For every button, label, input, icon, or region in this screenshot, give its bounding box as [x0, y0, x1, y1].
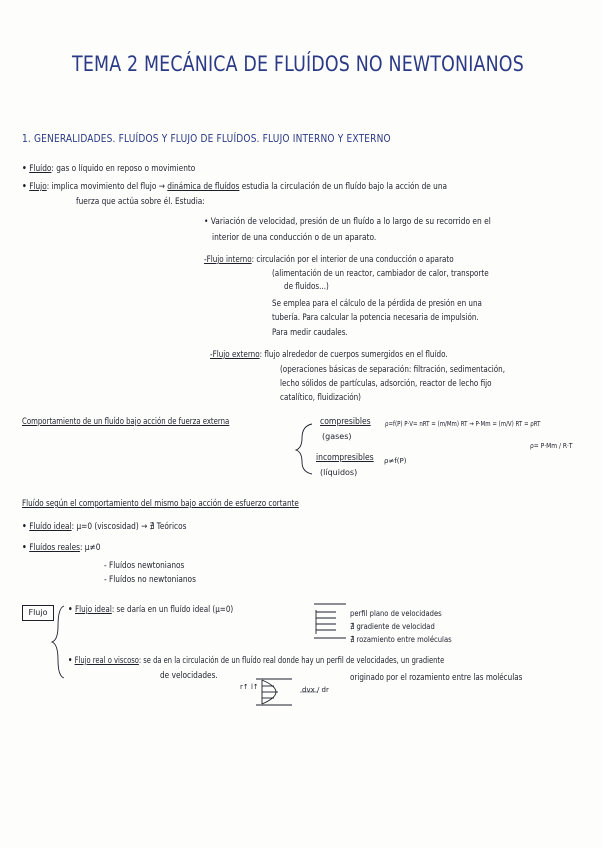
cortante-label: Fluído según el comportamiento del mismo bajo acción de esfuerzo cortante [22, 499, 299, 509]
incompresibles-term: incompresibles [316, 453, 374, 463]
comportamiento-label: Comportamiento de un fluído bajo acción de fuerza externa [22, 417, 230, 427]
flujo-ideal-def: : se daría en un fluído ideal (μ=0) [111, 605, 234, 615]
liquidos-note: (líquidos) [320, 468, 358, 477]
flujo-def-1: : implica movimiento del flujo → [46, 182, 165, 192]
interno-line-4: Se emplea para el cálculo de la pérdida de presión en una [272, 299, 482, 309]
ideal-line: • Fluído ideal: μ=0 (viscosidad) → ∄ Teóricos [22, 522, 187, 532]
reales-line: • Fluídos reales: μ≠0 [22, 543, 101, 553]
parabolic-profile-sketch [256, 679, 292, 705]
page-title: TEMA 2 MECÁNICA DE FLUÍDOS NO NEWTONIANOS [72, 52, 524, 76]
variacion-line-2: interior de una conducción o de un aparato. [212, 233, 377, 243]
flujo-real-def: : se da en la circulación de un fluído real donde hay un perfil de velocidades, un gradiente [138, 656, 445, 666]
fluido-term: Fluído [29, 164, 52, 174]
no-newtonianos-item: - Fluídos no newtonianos [104, 575, 196, 585]
dinamica-term: dinámica de fluídos [167, 182, 240, 192]
flujo-def-1b: estudia la circulación de un fluído bajo la acción de una [239, 182, 448, 192]
fluido-ideal-def: : μ=0 (viscosidad) → ∄ Teóricos [71, 522, 187, 532]
perfil-line-1: perfil plano de velocidades [350, 609, 442, 618]
newtonianos-item: - Fluídos newtonianos [104, 561, 185, 571]
interno-term: -Flujo interno [204, 255, 252, 265]
externo-term: -Flujo externo [210, 350, 260, 360]
flujo-brace [52, 606, 64, 678]
interno-def: : circulación por el interior de una conducción o aparato [251, 255, 454, 265]
gradient-label: dvx / dr [302, 686, 329, 694]
flujo-line-1: • Flujo: implica movimiento del flujo → dinámica de fluídos estudia la circulación de un fluído bajo la acción de una [22, 182, 448, 192]
externo-line-4: catalítico, fluidización) [280, 393, 361, 403]
externo-line-3: lecho sólidos de partículas, adsorción, reactor de lecho fijo [280, 379, 492, 389]
perfil-line-3: ∄ rozamiento entre moléculas [350, 635, 452, 644]
fluido-ideal-term: Fluído ideal [29, 522, 72, 532]
compresibles-term: compresibles [320, 417, 371, 427]
flat-profile-sketch [314, 604, 346, 638]
flujo-term: Flujo [29, 182, 47, 192]
flujo-real-line: • Flujo real o viscoso: se da en la circulación de un fluído real donde hay un perfil de velocidades, un gradiente [68, 656, 445, 666]
flujo-real-line-2: de velocidades. [160, 671, 218, 681]
gases-note: (gases) [322, 432, 352, 441]
flujo-ideal-line: • Flujo ideal: se daría en un fluído ideal (μ=0) [68, 605, 234, 615]
section-heading: 1. GENERALIDADES. FLUÍDOS Y FLUJO DE FLUÍDOS. FLUJO INTERNO Y EXTERNO [22, 133, 391, 145]
incompresibles-formula: ρ≠f(P) [384, 457, 407, 465]
density-formula: ρ= P·Mm / R·T [530, 442, 573, 450]
externo-line-2: (operaciones básicas de separación: filtración, sedimentación, [280, 365, 506, 375]
interno-line-3: de fluídos...) [284, 282, 329, 292]
fluido-line: • Fluído: gas o líquido en reposo o movimiento [22, 164, 196, 174]
variacion-line-1: • Variación de velocidad, presión de un fluído a lo largo de su recorrido en el [204, 217, 491, 227]
flujo-real-line-3: originado por el rozamiento entre las moléculas [350, 673, 523, 683]
externo-def: : flujo alrededor de cuerpos sumergidos en el fluído. [259, 350, 448, 360]
radius-label: r↑ l↑ [240, 683, 259, 691]
perfil-line-2: ∄ gradiente de velocidad [350, 622, 435, 631]
flujo-line-2: fuerza que actúa sobre él. Estudia: [76, 197, 205, 207]
fluidos-reales-def: : μ≠0 [79, 543, 101, 553]
interno-line-5: tubería. Para calcular la potencia necesaria de impulsión. [272, 313, 479, 323]
fluidos-reales-term: Fluídos reales [29, 543, 80, 553]
flujo-box-label: Flujo [22, 605, 54, 621]
interno-line-6: Para medir caudales. [272, 328, 348, 338]
comportamiento-brace [296, 424, 312, 474]
compresibles-formula: ρ=f(P) P·V= nRT = (m/Mm) RT → P·Mm = (m/V) RT = ρRT [385, 420, 541, 428]
interno-line-2: (alimentación de un reactor, cambiador de calor, transporte [272, 269, 489, 279]
fluido-def: : gas o líquido en reposo o movimiento [51, 164, 196, 174]
flujo-real-term: Flujo real o viscoso [74, 656, 139, 666]
flujo-ideal-term: Flujo ideal [75, 605, 112, 615]
